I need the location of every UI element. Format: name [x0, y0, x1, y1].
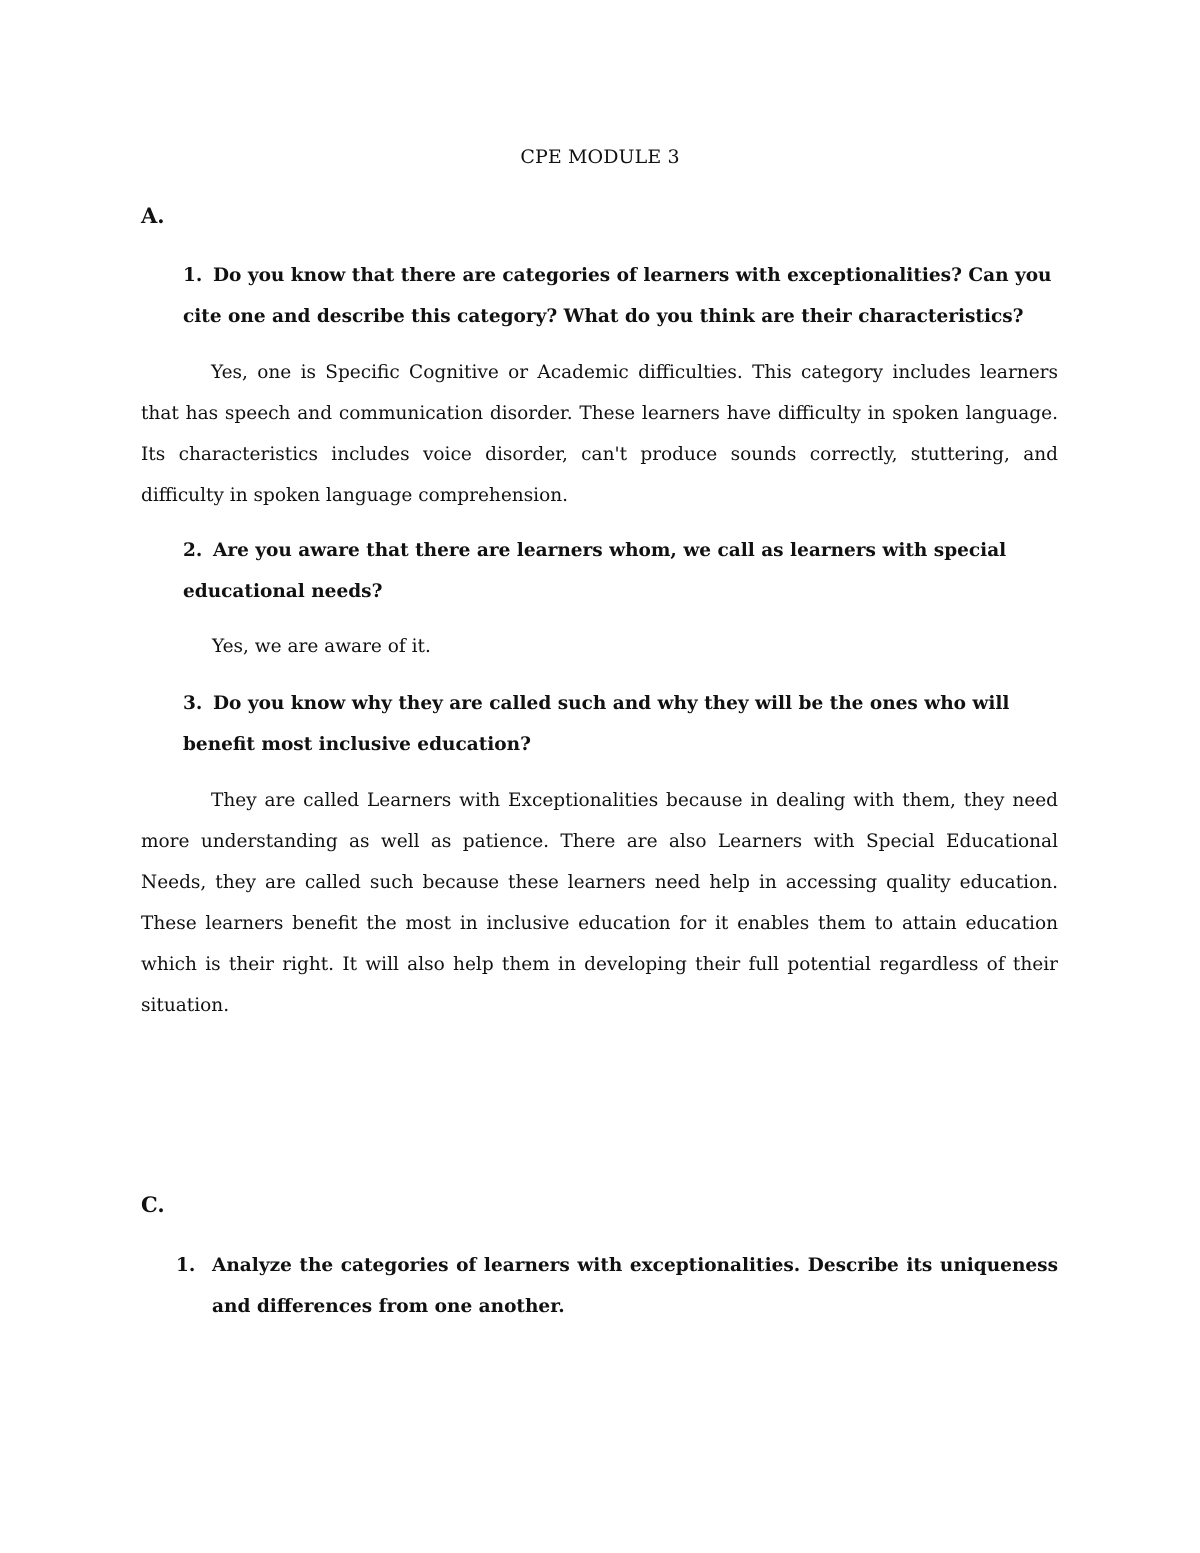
question-a3	[183, 683, 1009, 765]
question-number: 2.	[183, 540, 203, 561]
section-c-label: C.	[141, 1192, 165, 1217]
question-number: 3.	[183, 693, 203, 714]
section-a-label: A.	[141, 203, 165, 228]
question-text-line2: cite one and describe this category? What do you think are their characteristics?	[183, 306, 1024, 327]
question-text-line1: Do you know why they are called such and why they will be the ones who will	[213, 693, 1010, 714]
question-text-line1: Do you know that there are categories of learners with exceptionalities? Can you	[213, 265, 1052, 286]
question-a1	[183, 255, 1052, 337]
question-number: 1.	[176, 1255, 196, 1276]
answer-a2: Yes, we are aware of it.	[212, 636, 431, 657]
question-c1	[176, 1245, 1058, 1327]
question-text-line2: benefit most inclusive education?	[183, 734, 531, 755]
question-a2	[183, 530, 1006, 612]
answer-a1: Yes, one is Specific Cognitive or Academic difficulties. This category includes learners that has speech and communication disorder. These learners have difficulty in spoken language. Its characteristics includes voice disorder, can't produce sounds correctly, stuttering, and difficulty in spoken language comprehension.	[141, 362, 1058, 506]
question-text-line1: Are you aware that there are learners whom, we call as learners with special	[213, 540, 1007, 561]
question-text: Analyze the categories of learners with exceptionalities. Describe its uniqueness and differences from one another.	[212, 1255, 1058, 1317]
question-text-line2: educational needs?	[183, 581, 383, 602]
answer-a3: They are called Learners with Exceptionalities because in dealing with them, they need more understanding as well as patience. There are also Learners with Special Educational Needs, they are called such because these learners need help in accessing quality education. These learners benefit the most in inclusive education for it enables them to attain education which is their right. It will also help them in developing their full potential regardless of their situation.	[141, 790, 1058, 1016]
question-number: 1.	[183, 265, 203, 286]
page-title: CPE MODULE 3	[520, 146, 680, 168]
